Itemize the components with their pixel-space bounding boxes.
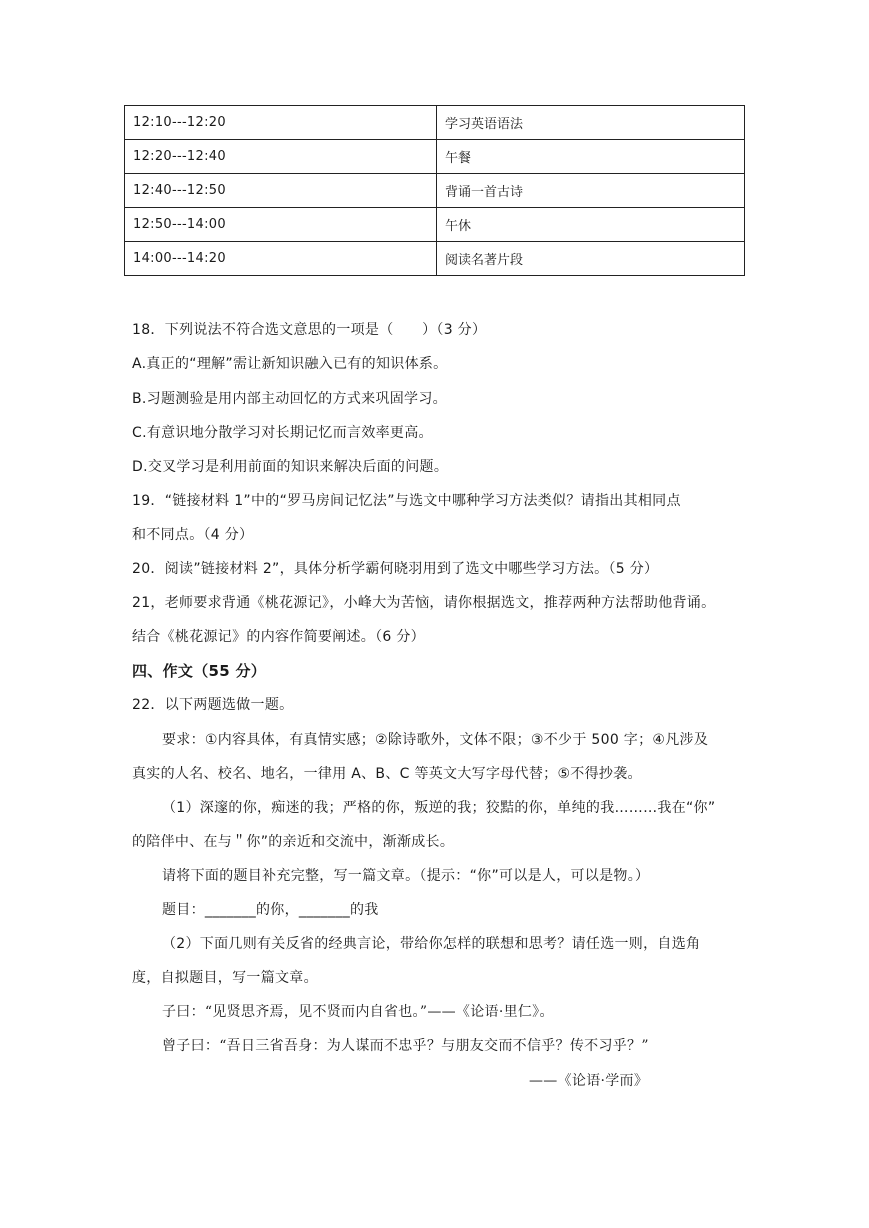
q22-prompt1-line1: （1）深邃的你，痴迷的我；严格的你，叛逆的我；狡黠的你，单纯的我………我在“你”	[162, 800, 716, 816]
q19-line1: 19．“链接材料 1”中的“罗马房间记忆法”与选文中哪种学习方法类似？请指出其相同点	[132, 493, 681, 509]
q18-option-b: B.习题测验是用内部主动回忆的方式来巩固学习。	[132, 391, 447, 407]
q22-prompt1-line3: 请将下面的题目补充完整，写一篇文章。（提示：“你”可以是人，可以是物。）	[162, 868, 650, 884]
q18-stem: 18．下列说法不符合选文意思的一项是（ ）（3 分）	[132, 322, 487, 338]
schedule-time-cell: 14:00---14:20	[125, 242, 437, 276]
schedule-activity-cell: 学习英语语法	[437, 106, 745, 140]
q22-stem: 22．以下两题选做一题。	[132, 697, 294, 713]
q22-prompt2-line1: （2）下面几则有关反省的经典言论，带给你怎样的联想和思考？请任选一则，自选角	[162, 936, 701, 952]
section4-heading: 四、作文（55 分）	[132, 662, 267, 680]
schedule-activity-cell: 午餐	[437, 140, 745, 174]
q22-requirements-line1: 要求：①内容具体，有真情实感；②除诗歌外，文体不限；③不少于 500 字；④凡涉及	[162, 732, 709, 748]
q18-option-c: C.有意识地分散学习对长期记忆而言效率更高。	[132, 425, 433, 441]
q18-option-d: D.交叉学习是利用前面的知识来解决后面的问题。	[132, 459, 449, 475]
schedule-time-cell: 12:10---12:20	[125, 106, 437, 140]
q22-prompt1-line2: 的陪伴中、在与＂你”的亲近和交流中，渐渐成长。	[132, 834, 455, 850]
quote-xueer: 曾子曰：“吾日三省吾身：为人谋而不忠乎？与朋友交而不信乎？传不习乎？”	[162, 1038, 649, 1054]
q22-prompt1-title: 题目：_______的你，_______的我	[162, 902, 379, 918]
q20-text: 20．阅读”链接材料 2”，具体分析学霸何晓羽用到了选文中哪些学习方法。（5 分）	[132, 561, 659, 577]
schedule-row	[125, 242, 745, 276]
schedule-activity-cell: 午休	[437, 208, 745, 242]
quote-liren: 子曰：“见贤思齐焉，见不贤而内自省也。”——《论语·里仁》。	[162, 1004, 554, 1020]
schedule-table	[124, 105, 745, 276]
quote-xueer-source: ——《论语·学而》	[529, 1073, 649, 1089]
q19-line2: 和不同点。（4 分）	[132, 527, 254, 543]
schedule-activity-cell: 阅读名著片段	[437, 242, 745, 276]
schedule-time-cell: 12:50---14:00	[125, 208, 437, 242]
schedule-row	[125, 140, 745, 174]
q22-prompt2-line2: 度，自拟题目，写一篇文章。	[132, 970, 318, 986]
schedule-time-cell: 12:40---12:50	[125, 174, 437, 208]
schedule-row	[125, 174, 745, 208]
q18-option-a: A.真正的“理解”需让新知识融入已有的知识体系。	[132, 356, 448, 372]
schedule-time-cell: 12:20---12:40	[125, 140, 437, 174]
q22-requirements-line2: 真实的人名、校名、地名，一律用 A、B、C 等英文大写字母代替；⑤不得抄袭。	[132, 766, 642, 782]
schedule-row	[125, 106, 745, 140]
schedule-activity-cell: 背诵一首古诗	[437, 174, 745, 208]
q21-line1: 21，老师要求背通《桃花源记》，小峰大为苦恼，请你根据选文，推荐两种方法帮助他背诵。	[132, 595, 716, 611]
q21-line2: 结合《桃花源记》的内容作简要阐述。（6 分）	[132, 629, 425, 645]
schedule-row	[125, 208, 745, 242]
schedule-table-body	[125, 106, 745, 276]
